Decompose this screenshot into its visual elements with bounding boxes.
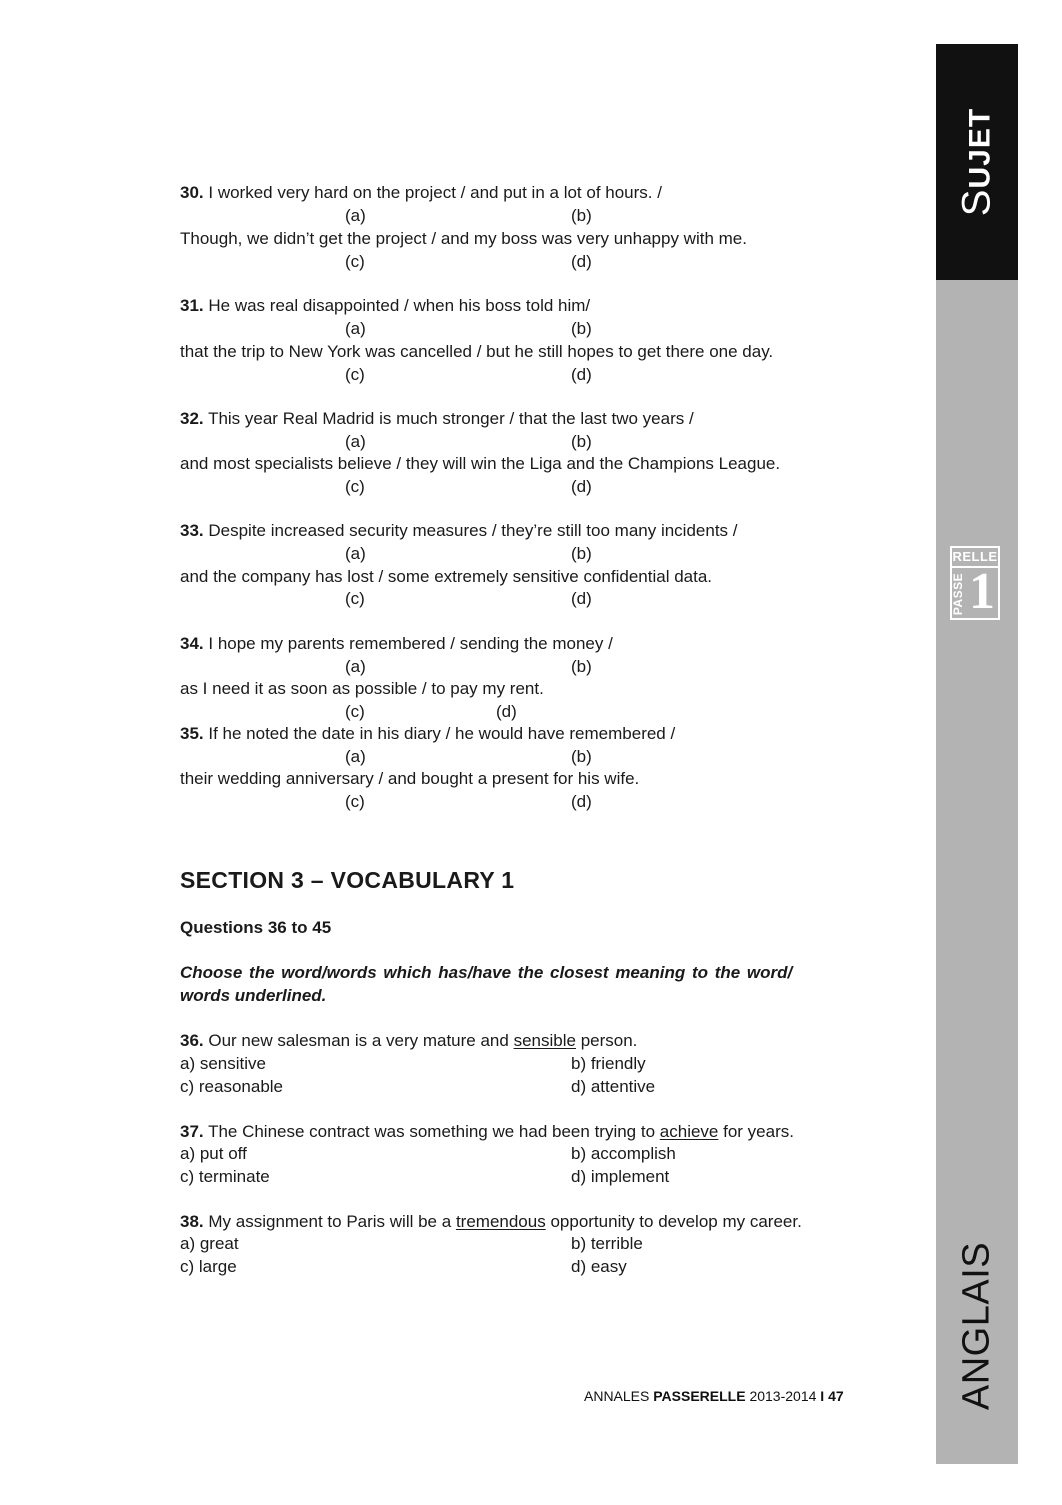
footer-annales: ANNALES [584, 1388, 650, 1404]
label-a: (a) [345, 544, 366, 563]
underlined-word: achieve [659, 1122, 719, 1141]
question-number: 36. [180, 1031, 204, 1050]
badge-number: 1 [969, 563, 995, 620]
option-d: d) easy [571, 1257, 627, 1276]
question-text: Despite increased security measures / they’re still too many incidents / [208, 521, 738, 540]
question-text: Our new salesman is a very mature and [208, 1031, 509, 1050]
question-35-line-2: their wedding anniversary / and bought a present for his wife. [180, 769, 640, 788]
label-c: (c) [345, 792, 365, 811]
sujet-initial: S [954, 188, 999, 217]
label-a: (a) [345, 747, 366, 766]
question-text: The Chinese contract was something we had been trying to [208, 1122, 656, 1141]
label-c: (c) [345, 589, 365, 608]
option-a: a) put off [180, 1144, 247, 1163]
side-tab [936, 44, 1018, 1464]
section-title: SECTION 3 – VOCABULARY 1 [180, 867, 515, 893]
page-footer [584, 1388, 844, 1404]
passerelle-1-badge [950, 546, 1000, 620]
question-33-line-1 [180, 520, 738, 542]
option-a: a) sensitive [180, 1054, 266, 1073]
badge-top-text: RELLE [952, 548, 998, 568]
instructions-line-2: words underlined. [180, 986, 327, 1005]
question-number: 38. [180, 1212, 204, 1231]
subject-label: ANGLAIS [955, 1241, 998, 1411]
question-30-line-1 [180, 182, 662, 204]
question-number: 34. [180, 634, 204, 653]
question-35-line-1 [180, 723, 675, 745]
sujet-tab [936, 44, 1018, 280]
underlined-word: sensible [513, 1031, 576, 1050]
question-36 [180, 1030, 637, 1052]
label-c: (c) [345, 252, 365, 271]
question-31-line-1 [180, 295, 590, 317]
question-number: 32. [180, 409, 204, 428]
question-text: I hope my parents remembered / sending the money / [208, 634, 613, 653]
label-c: (c) [345, 702, 365, 721]
sujet-label [955, 108, 1000, 216]
option-c: c) reasonable [180, 1077, 284, 1096]
label-d: (d) [571, 252, 592, 271]
badge-side-text: PASSE [951, 572, 965, 616]
label-b: (b) [571, 657, 592, 676]
label-d: (d) [571, 365, 592, 384]
section-subtitle: Questions 36 to 45 [180, 918, 332, 937]
question-number: 37. [180, 1122, 204, 1141]
label-d: (d) [571, 792, 592, 811]
question-32-line-1 [180, 408, 694, 430]
question-number: 35. [180, 724, 204, 743]
question-text-end: for years. [723, 1122, 794, 1141]
question-number: 31. [180, 296, 204, 315]
question-text: This year Real Madrid is much stronger / that the last two years / [208, 409, 694, 428]
option-c: c) large [180, 1257, 237, 1276]
footer-brand: PASSERELLE [653, 1388, 746, 1404]
question-text-end: opportunity to develop my career. [550, 1212, 802, 1231]
question-38 [180, 1211, 802, 1233]
question-text: If he noted the date in his diary / he would have remembered / [208, 724, 676, 743]
question-33-line-2: and the company has lost / some extremely sensitive confidential data. [180, 567, 713, 586]
sujet-rest: UJET [963, 107, 997, 189]
instructions-line-1: Choose the word/words which has/have the closest meaning to the word/ [180, 963, 793, 982]
label-a: (a) [345, 206, 366, 225]
option-d: d) attentive [571, 1077, 656, 1096]
question-number: 30. [180, 183, 204, 202]
label-b: (b) [571, 206, 592, 225]
label-b: (b) [571, 747, 592, 766]
question-text-end: person. [580, 1031, 638, 1050]
option-b: b) terrible [571, 1234, 643, 1253]
question-31-line-2: that the trip to New York was cancelled / but he still hopes to get there one day. [180, 342, 774, 361]
label-a: (a) [345, 657, 366, 676]
question-text: He was real disappointed / when his boss told him/ [208, 296, 591, 315]
option-c: c) terminate [180, 1167, 270, 1186]
label-b: (b) [571, 319, 592, 338]
footer-separator: I [820, 1388, 825, 1404]
footer-years: 2013-2014 [749, 1388, 817, 1404]
question-30-line-2: Though, we didn’t get the project / and my boss was very unhappy with me. [180, 229, 747, 248]
label-a: (a) [345, 319, 366, 338]
option-a: a) great [180, 1234, 239, 1253]
label-d: (d) [571, 589, 592, 608]
question-text: My assignment to Paris will be a [208, 1212, 452, 1231]
question-32-line-2: and most specialists believe / they will win the Liga and the Champions League. [180, 454, 781, 473]
label-d: (d) [496, 702, 517, 721]
label-d: (d) [571, 477, 592, 496]
question-37 [180, 1121, 794, 1143]
page-number: 47 [828, 1388, 844, 1404]
question-text: I worked very hard on the project / and put in a lot of hours. / [208, 183, 662, 202]
question-number: 33. [180, 521, 204, 540]
label-c: (c) [345, 477, 365, 496]
question-34-line-2: as I need it as soon as possible / to pay my rent. [180, 679, 544, 698]
option-d: d) implement [571, 1167, 670, 1186]
option-b: b) accomplish [571, 1144, 676, 1163]
option-b: b) friendly [571, 1054, 646, 1073]
label-c: (c) [345, 365, 365, 384]
question-34-line-1 [180, 633, 613, 655]
underlined-word: tremendous [455, 1212, 546, 1231]
label-a: (a) [345, 432, 366, 451]
label-b: (b) [571, 544, 592, 563]
label-b: (b) [571, 432, 592, 451]
